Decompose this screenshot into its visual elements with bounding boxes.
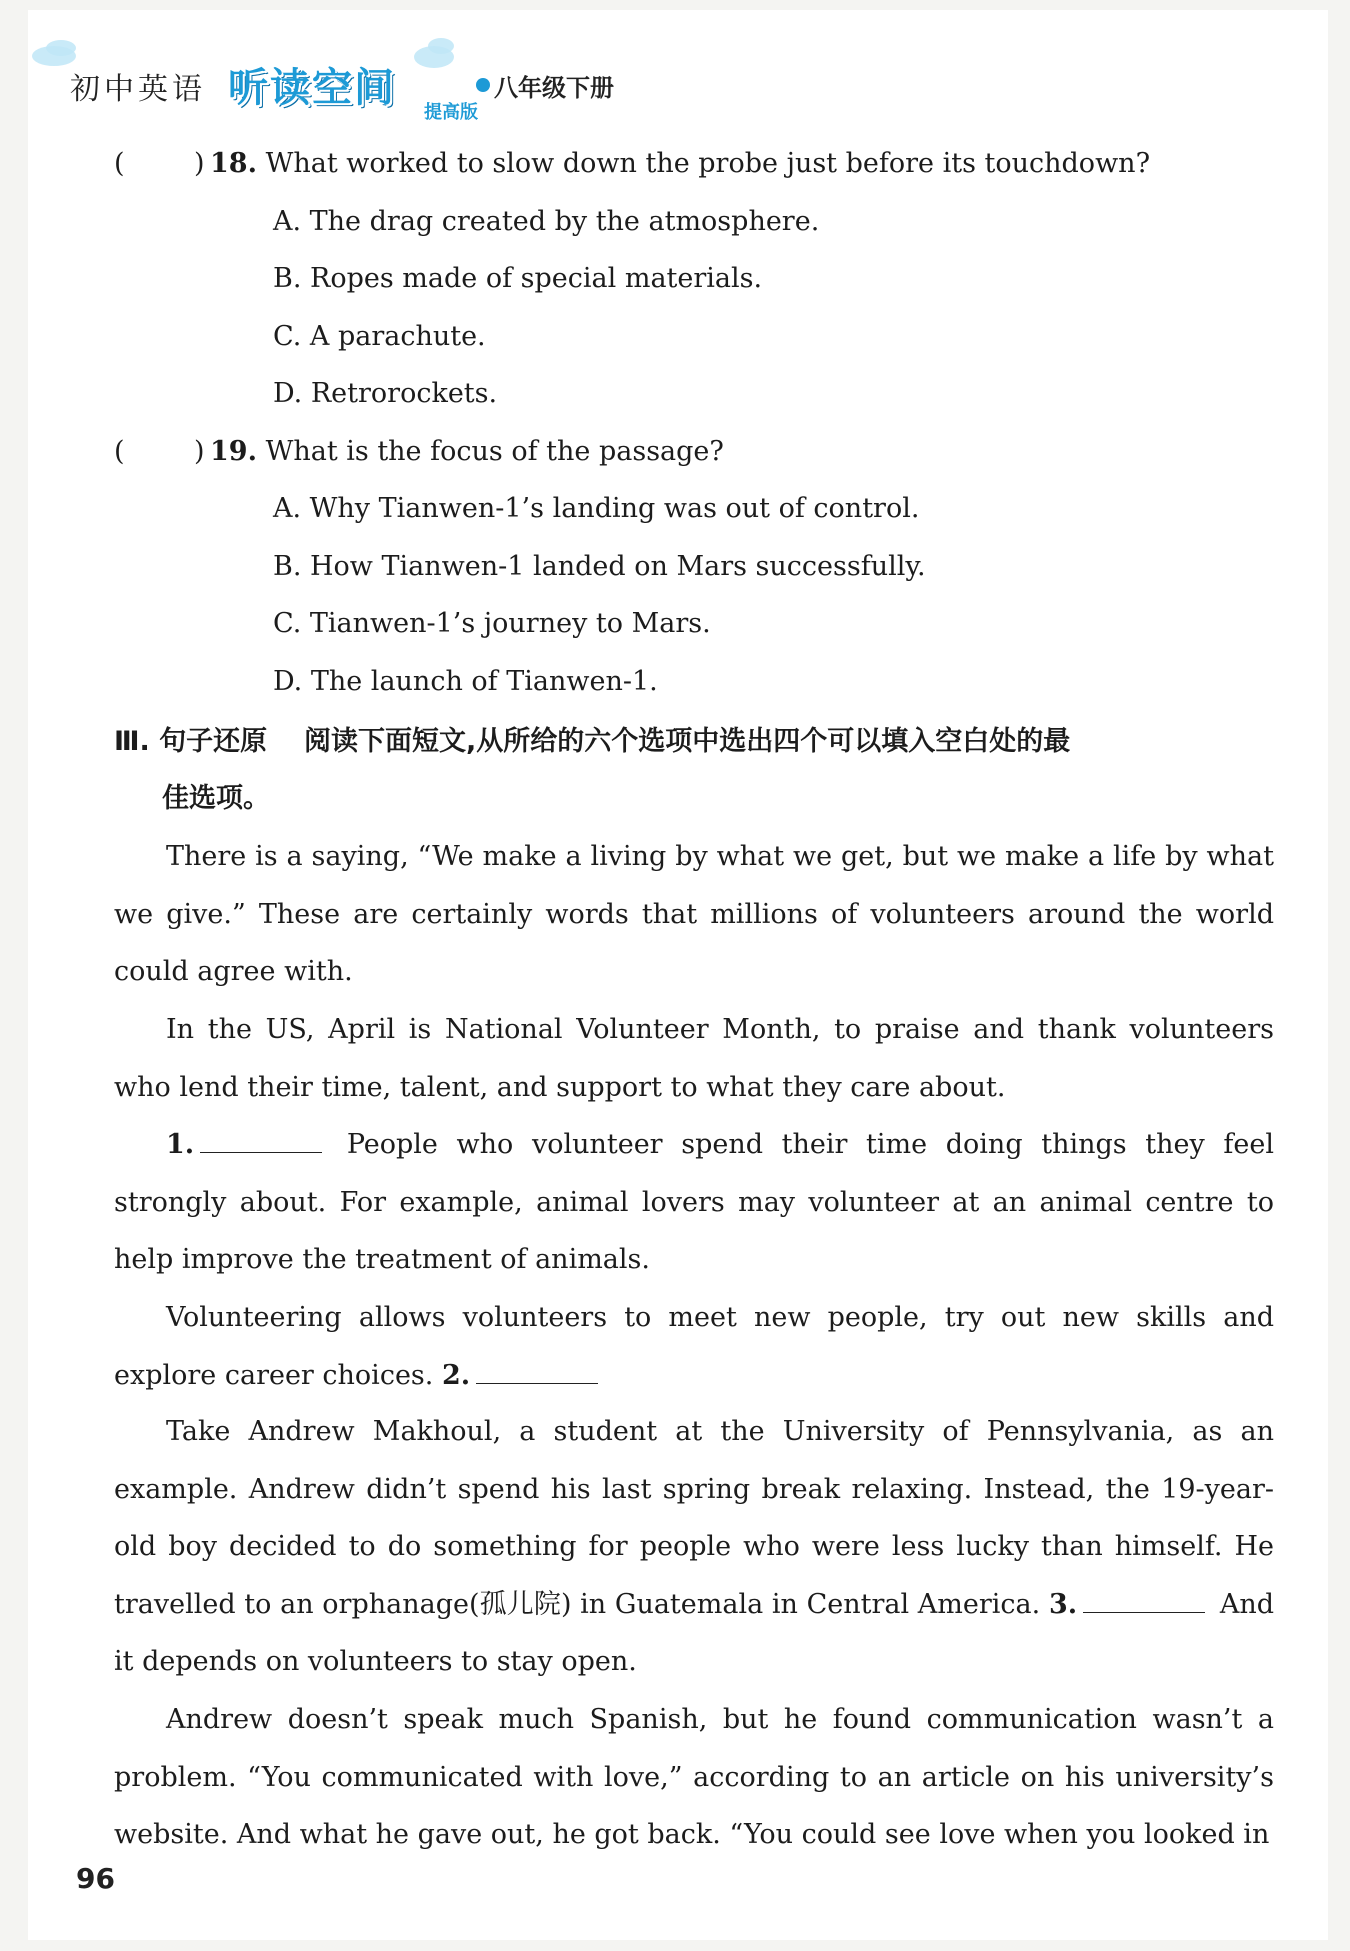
- answer-blank[interactable]: [476, 1357, 598, 1384]
- answer-paren-open: (: [114, 436, 125, 467]
- option-d: D. Retrorockets.: [273, 378, 498, 409]
- passage-paragraph-3: [114, 1116, 1274, 1289]
- blank-number: 3.: [1048, 1588, 1078, 1620]
- option-c: C. Tianwen-1’s journey to Mars.: [273, 608, 711, 639]
- header-badge: 提高版: [424, 102, 478, 123]
- option-d: D. The launch of Tianwen-1.: [273, 666, 658, 697]
- option-a: A. The drag created by the atmosphere.: [273, 206, 820, 237]
- section-title: 句子还原: [159, 726, 268, 757]
- passage-paragraph-1: There is a saying, “We make a living by what we get, but we make a life by what we give.” These are certainly words that millions of volunteers around the world could agree with.: [114, 841, 1274, 987]
- option-b: B. How Tianwen-1 landed on Mars successfully.: [273, 551, 926, 582]
- paragraph-text: People who volunteer spend their time doing things they feel strongly about. For example, animal lovers may volunteer at an animal centre to help improve the treatment of animals.: [114, 1129, 1274, 1275]
- question-text: What worked to slow down the probe just before its touchdown?: [265, 148, 1151, 179]
- paragraph-text: Take Andrew Makhoul, a student at the University of Pennsylvania, as an example. Andrew didn’t spend his last spring break relaxing. Instead, the 19-year-old boy decided to do something for people who were less lucky than himself. He travelled to an orphanage(孤儿院) in Guatemala in Central America.: [114, 1416, 1274, 1620]
- option-b: B. Ropes made of special materials.: [273, 263, 763, 294]
- page-header: [28, 38, 1328, 138]
- option-c: C. A parachute.: [273, 321, 486, 352]
- header-brand-logo: 听读空间: [228, 65, 396, 111]
- section-heading: [114, 713, 1264, 827]
- question-stem: [210, 434, 724, 470]
- cloud-decoration: [46, 40, 76, 56]
- bullet-dot-icon: [476, 78, 490, 92]
- paragraph-text: Volunteering allows volunteers to meet new people, try out new skills and explore career choices.: [114, 1302, 1274, 1391]
- answer-blank[interactable]: [200, 1126, 322, 1153]
- answer-paren-close: ): [194, 148, 205, 179]
- passage-paragraph-5: [114, 1403, 1274, 1691]
- header-grade: 八年级下册: [494, 74, 614, 102]
- question-number: 19.: [210, 436, 257, 467]
- cloud-decoration: [428, 38, 454, 54]
- option-a: A. Why Tianwen-1’s landing was out of control.: [273, 493, 920, 524]
- paragraph-text: And it depends on volunteers to stay open.: [114, 1588, 1274, 1677]
- passage-paragraph-6: Andrew doesn’t speak much Spanish, but he found communication wasn’t a problem. “You communicated with love,” according to an article on his university’s website. And what he gave out, he got back. “You could see love when you looked in: [114, 1704, 1274, 1850]
- passage-paragraph-2: In the US, April is National Volunteer Month, to praise and thank volunteers who lend their time, talent, and support to what they care about.: [114, 1014, 1274, 1103]
- blank-number: 1.: [166, 1129, 195, 1160]
- passage-paragraph-4: [114, 1289, 1274, 1404]
- blank-number: 2.: [441, 1359, 471, 1391]
- section-instruction: 阅读下面短文,从所给的六个选项中选出四个可以填入空白处的最: [304, 726, 1071, 757]
- header-series: 初中英语: [70, 72, 206, 107]
- answer-paren-open: (: [114, 148, 125, 179]
- answer-blank[interactable]: [1083, 1586, 1205, 1613]
- page-number: 96: [76, 1862, 115, 1895]
- section-instruction-cont: 佳选项。: [162, 783, 270, 814]
- textbook-page: [28, 10, 1328, 1940]
- question-number: 18.: [210, 148, 257, 179]
- question-stem: [210, 146, 1150, 182]
- answer-paren-close: ): [194, 436, 205, 467]
- question-text: What is the focus of the passage?: [265, 436, 724, 467]
- section-number: Ⅲ.: [114, 726, 150, 757]
